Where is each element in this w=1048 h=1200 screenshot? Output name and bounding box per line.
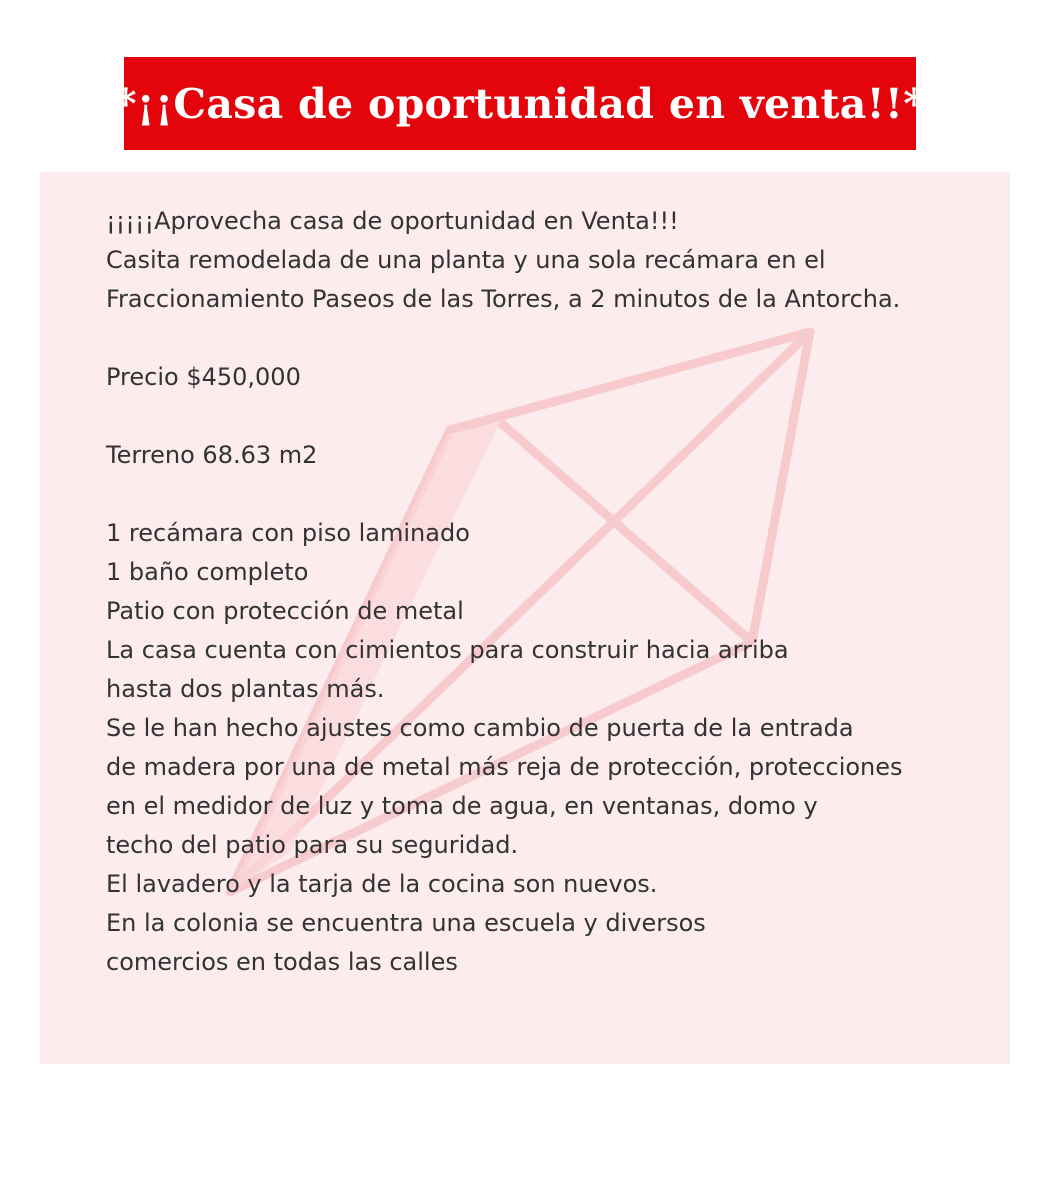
intro-line: Fraccionamiento Paseos de las Torres, a 2 minutos de la Antorcha. — [106, 285, 901, 313]
description-panel — [40, 172, 1010, 1064]
description-text — [106, 202, 986, 982]
land-area-line: Terreno 68.63 m2 — [106, 441, 318, 469]
feature-line: El lavadero y la tarja de la cocina son nuevos. — [106, 870, 658, 898]
feature-line: comercios en todas las calles — [106, 948, 458, 976]
intro-line: ¡¡¡¡¡Aprovecha casa de oportunidad en Venta!!! — [106, 207, 679, 235]
feature-line: 1 recámara con piso laminado — [106, 519, 470, 547]
feature-line: en el medidor de luz y toma de agua, en ventanas, domo y — [106, 792, 818, 820]
feature-line: 1 baño completo — [106, 558, 309, 586]
title-banner — [115, 57, 925, 150]
feature-line: La casa cuenta con cimientos para construir hacia arriba — [106, 636, 789, 664]
price-line: Precio $450,000 — [106, 363, 301, 391]
feature-line: hasta dos plantas más. — [106, 675, 385, 703]
intro-line: Casita remodelada de una planta y una sola recámara en el — [106, 246, 826, 274]
spacer — [106, 475, 986, 514]
spacer — [106, 397, 986, 436]
feature-line: Se le han hecho ajustes como cambio de puerta de la entrada — [106, 714, 854, 742]
feature-line: techo del patio para su seguridad. — [106, 831, 519, 859]
spacer — [106, 319, 986, 358]
feature-line: de madera por una de metal más reja de protección, protecciones — [106, 753, 903, 781]
feature-line: En la colonia se encuentra una escuela y diversos — [106, 909, 706, 937]
feature-line: Patio con protección de metal — [106, 597, 464, 625]
page-title: *¡¡Casa de oportunidad en venta!!* — [115, 79, 925, 128]
